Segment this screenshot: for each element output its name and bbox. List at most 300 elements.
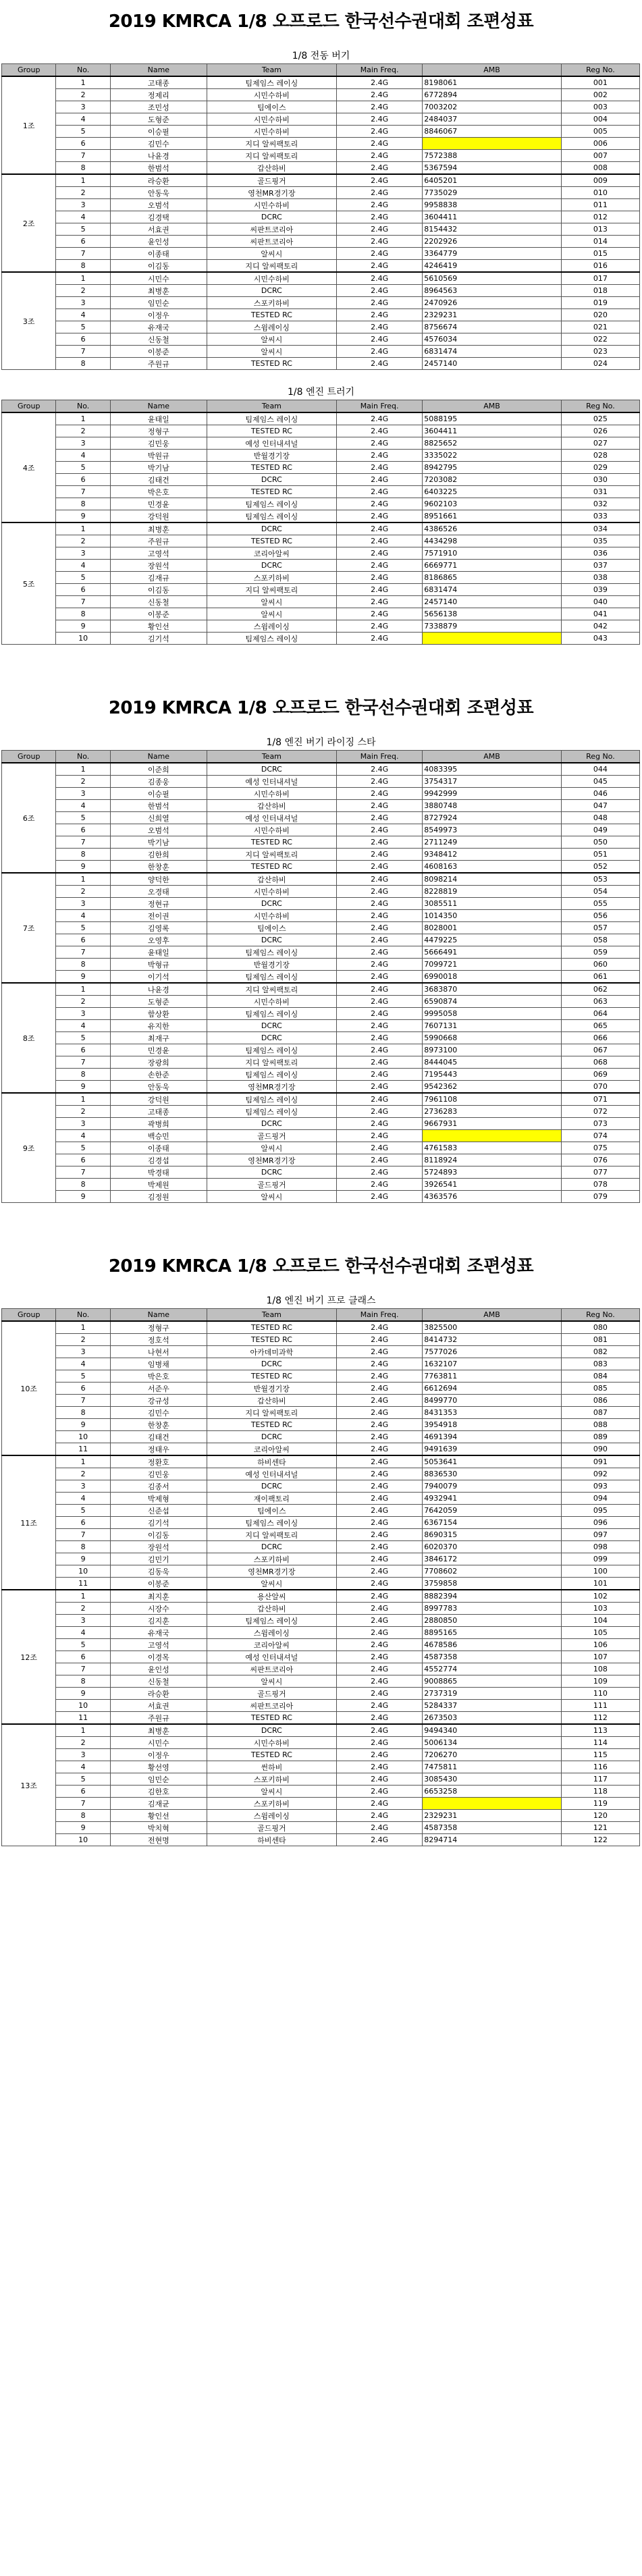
cell-reg: 071 [561,1093,639,1106]
cell-team: 스포키하비 [207,1553,336,1565]
cell-reg: 085 [561,1383,639,1395]
section-gap [0,1203,642,1245]
cell-amb: 6990018 [423,971,562,984]
cell-no: 9 [56,1822,110,1834]
cell-reg: 042 [561,620,639,633]
cell-team: 스포키하비 [207,1773,336,1786]
cell-freq: 2.4G [336,199,422,211]
cell-amb: 8228819 [423,886,562,898]
cell-amb: 9602103 [423,498,562,510]
cell-freq: 2.4G [336,1142,422,1154]
header-reg: Reg No. [561,64,639,77]
cell-freq: 2.4G [336,1724,422,1737]
cell-team: DCRC [207,1480,336,1493]
cell-freq: 2.4G [336,1761,422,1773]
cell-no: 6 [56,1651,110,1663]
cell-freq: 2.4G [336,1383,422,1395]
cell-reg: 050 [561,836,639,849]
cell-reg: 029 [561,462,639,474]
cell-team: DCRC [207,285,336,297]
cell-reg: 014 [561,236,639,248]
header-row [2,64,640,77]
cell-no: 8 [56,358,110,370]
cell-name: 정현규 [110,898,207,910]
section-title: 2019 KMRCA 1/8 오프로드 한국선수권대회 조편성표 [108,1256,534,1277]
cell-team: 시민수하비 [207,272,336,285]
cell-no: 5 [56,1032,110,1044]
cell-name: 김민수 [110,1407,207,1419]
cell-no: 3 [56,297,110,309]
cell-freq: 2.4G [336,800,422,812]
cell-no: 5 [56,922,110,934]
cell-no: 1 [56,522,110,535]
cell-no: 6 [56,1383,110,1395]
cell-no: 1 [56,1724,110,1737]
table-row [2,285,640,297]
cell-team: TESTED RC [207,861,336,874]
cell-team: 영천MR경기장 [207,1154,336,1166]
cell-freq: 2.4G [336,187,422,199]
cell-name: 한창훈 [110,1419,207,1431]
cell-team: 갑산하비 [207,1395,336,1407]
cell-name: 이봉준 [110,1578,207,1590]
cell-name: 김민기 [110,1553,207,1565]
cell-team: DCRC [207,1358,336,1370]
cell-reg: 052 [561,861,639,874]
cell-team: 스포키하비 [207,297,336,309]
cell-name: 함상환 [110,1008,207,1020]
cell-no: 11 [56,1712,110,1725]
cell-no: 7 [56,1663,110,1675]
cell-name: 장광희 [110,1056,207,1069]
cell-freq: 2.4G [336,1056,422,1069]
cell-name: 유재국 [110,321,207,333]
cell-amb: 4434298 [423,535,562,547]
table-row [2,1737,640,1749]
table-row [2,126,640,138]
cell-name: 정형구 [110,425,207,437]
cell-amb: 3604411 [423,425,562,437]
cell-no: 7 [56,946,110,959]
cell-reg: 010 [561,187,639,199]
cell-name: 오영후 [110,934,207,946]
cell-team: DCRC [207,898,336,910]
cell-no: 6 [56,1154,110,1166]
header-group: Group [2,400,56,413]
cell-no: 5 [56,1639,110,1651]
cell-team: 시민수하비 [207,996,336,1008]
cell-name: 고태종 [110,1106,207,1118]
cell-freq: 2.4G [336,1044,422,1056]
cell-freq: 2.4G [336,138,422,150]
cell-reg: 035 [561,535,639,547]
cell-amb: 3880748 [423,800,562,812]
cell-no: 4 [56,560,110,572]
cell-name: 박제형 [110,1493,207,1505]
group-label: 13조 [2,1724,56,1846]
cell-no: 7 [56,1395,110,1407]
cell-team: 아카데미과학 [207,1346,336,1358]
cell-team: 알씨시 [207,1191,336,1203]
cell-name: 한창훈 [110,861,207,874]
cell-name: 김종웅 [110,776,207,788]
class-title: 1/8 전동 버기 [292,51,350,61]
cell-name: 이김동 [110,1529,207,1541]
cell-name: 박형규 [110,959,207,971]
cell-freq: 2.4G [336,1166,422,1179]
cell-reg: 008 [561,162,639,175]
cell-freq: 2.4G [336,1565,422,1578]
cell-reg: 025 [561,412,639,425]
cell-name: 도형준 [110,996,207,1008]
cell-no: 4 [56,1130,110,1142]
cell-no: 11 [56,1578,110,1590]
cell-no: 6 [56,236,110,248]
table-row [2,437,640,450]
cell-name: 양덕한 [110,873,207,886]
cell-reg: 117 [561,1773,639,1786]
cell-team: 썬하비 [207,1761,336,1773]
cell-no: 3 [56,101,110,113]
cell-no: 7 [56,248,110,260]
cell-name: 김경섭 [110,1154,207,1166]
group-label: 6조 [2,763,56,873]
cell-no: 7 [56,596,110,608]
cell-amb: 2202926 [423,236,562,248]
cell-reg: 048 [561,812,639,824]
cell-team: 재이팩토리 [207,1493,336,1505]
cell-no: 4 [56,309,110,321]
cell-no: 1 [56,174,110,187]
table-row [2,1639,640,1651]
header-row [2,751,640,763]
cell-freq: 2.4G [336,1663,422,1675]
cell-team: 팀에이스 [207,922,336,934]
cell-team: 갑산하비 [207,162,336,175]
cell-amb: 8118924 [423,1154,562,1166]
cell-reg: 068 [561,1056,639,1069]
cell-reg: 101 [561,1578,639,1590]
cell-team: 알씨시 [207,346,336,358]
cell-freq: 2.4G [336,1032,422,1044]
cell-freq: 2.4G [336,1118,422,1130]
table-row [2,1505,640,1517]
cell-freq: 2.4G [336,498,422,510]
cell-freq: 2.4G [336,608,422,620]
table-row [2,983,640,996]
table-row [2,1130,640,1142]
cell-freq: 2.4G [336,788,422,800]
cell-freq: 2.4G [336,236,422,248]
cell-reg: 069 [561,1069,639,1081]
cell-team: 씨판트코리아 [207,236,336,248]
cell-reg: 094 [561,1493,639,1505]
cell-reg: 017 [561,272,639,285]
cell-amb: 7571910 [423,547,562,560]
cell-name: 손한준 [110,1069,207,1081]
cell-no: 2 [56,776,110,788]
cell-amb: 6772894 [423,89,562,101]
cell-team: 팀제임스 레이싱 [207,1069,336,1081]
cell-amb: 8499770 [423,1395,562,1407]
table-row [2,800,640,812]
cell-name: 임병채 [110,1358,207,1370]
cell-team: 팀제임스 레이싱 [207,971,336,984]
cell-team: 예성 인터내셔널 [207,812,336,824]
cell-no: 11 [56,1443,110,1456]
cell-name: 김기석 [110,633,207,645]
cell-reg: 087 [561,1407,639,1419]
cell-name: 고태종 [110,76,207,89]
cell-reg: 095 [561,1505,639,1517]
cell-amb: 2484037 [423,113,562,126]
cell-team: 영천MR경기장 [207,187,336,199]
cell-name: 박은호 [110,486,207,498]
cell-no: 10 [56,633,110,645]
cell-freq: 2.4G [336,1615,422,1627]
cell-name: 황인선 [110,620,207,633]
table-row [2,763,640,776]
table-row [2,1651,640,1663]
cell-name: 이승필 [110,788,207,800]
cell-amb: 4386526 [423,522,562,535]
cell-no: 4 [56,1358,110,1370]
cell-reg: 026 [561,425,639,437]
cell-team: TESTED RC [207,1419,336,1431]
cell-freq: 2.4G [336,1578,422,1590]
cell-no: 5 [56,1142,110,1154]
cell-amb: 8431353 [423,1407,562,1419]
cell-team: 영천MR경기장 [207,1565,336,1578]
cell-reg: 051 [561,849,639,861]
cell-name: 김재규 [110,572,207,584]
cell-reg: 115 [561,1749,639,1761]
table-row [2,1179,640,1191]
cell-name: 전현명 [110,1834,207,1846]
table-row [2,498,640,510]
header-freq: Main Freq. [336,751,422,763]
table-row [2,776,640,788]
cell-no: 9 [56,1419,110,1431]
cell-no: 9 [56,971,110,984]
header-freq: Main Freq. [336,400,422,413]
cell-amb: 8028001 [423,922,562,934]
cell-team: DCRC [207,1724,336,1737]
cell-reg: 043 [561,633,639,645]
cell-name: 김태건 [110,474,207,486]
cell-reg: 116 [561,1761,639,1773]
cell-freq: 2.4G [336,836,422,849]
cell-team: 팀제임스 레이싱 [207,510,336,523]
cell-name: 라승환 [110,174,207,187]
table-row [2,547,640,560]
cell-no: 3 [56,1615,110,1627]
table-row [2,223,640,236]
cell-name: 주원규 [110,1712,207,1725]
cell-reg: 004 [561,113,639,126]
cell-no: 3 [56,788,110,800]
table-row [2,873,640,886]
table-row [2,1615,640,1627]
cell-no: 4 [56,1493,110,1505]
table-row [2,849,640,861]
cell-team: 지디 알씨팩토리 [207,138,336,150]
cell-amb: 7940079 [423,1480,562,1493]
cell-freq: 2.4G [336,861,422,874]
cell-team: 씨판트코리아 [207,1663,336,1675]
cell-freq: 2.4G [336,1443,422,1456]
cell-no: 4 [56,910,110,922]
cell-freq: 2.4G [336,1395,422,1407]
cell-team: 골드핑거 [207,1822,336,1834]
cell-name: 유재국 [110,1627,207,1639]
table-row [2,1081,640,1094]
cell-team: 팀제임스 레이싱 [207,1008,336,1020]
cell-name: 서효권 [110,1700,207,1712]
cell-amb: 3846172 [423,1553,562,1565]
table-row [2,199,640,211]
cell-reg: 084 [561,1370,639,1383]
cell-amb: 7195443 [423,1069,562,1081]
cell-name: 강규성 [110,1395,207,1407]
cell-reg: 067 [561,1044,639,1056]
cell-reg: 037 [561,560,639,572]
cell-no: 5 [56,572,110,584]
table-row [2,1761,640,1773]
table-row [2,836,640,849]
cell-amb: 8198061 [423,76,562,89]
cell-team: TESTED RC [207,309,336,321]
table-row [2,486,640,498]
cell-no: 2 [56,1737,110,1749]
cell-amb: 6831474 [423,584,562,596]
cell-reg: 088 [561,1419,639,1431]
cell-team: 시민수하비 [207,910,336,922]
cell-name: 도형준 [110,113,207,126]
cell-team: 팀에이스 [207,1505,336,1517]
cell-freq: 2.4G [336,1541,422,1553]
cell-no: 3 [56,1008,110,1020]
cell-freq: 2.4G [336,898,422,910]
cell-reg: 038 [561,572,639,584]
cell-freq: 2.4G [336,1334,422,1346]
cell-team: 갑산하비 [207,1603,336,1615]
cell-team: TESTED RC [207,836,336,849]
cell-amb: 4479225 [423,934,562,946]
cell-amb: 3926541 [423,1179,562,1191]
cell-reg: 030 [561,474,639,486]
cell-amb: 7735029 [423,187,562,199]
cell-reg: 110 [561,1688,639,1700]
header-team: Team [207,1309,336,1322]
cell-team: DCRC [207,1541,336,1553]
cell-freq: 2.4G [336,922,422,934]
cell-freq: 2.4G [336,1553,422,1565]
cell-freq: 2.4G [336,474,422,486]
cell-freq: 2.4G [336,1505,422,1517]
cell-freq: 2.4G [336,983,422,996]
cell-name: 신동철 [110,333,207,346]
table-row [2,1810,640,1822]
cell-freq: 2.4G [336,522,422,535]
group-label: 10조 [2,1321,56,1455]
cell-reg: 078 [561,1179,639,1191]
header-no: No. [56,64,110,77]
cell-team: DCRC [207,1166,336,1179]
cell-name: 이봉준 [110,346,207,358]
cell-name: 안동욱 [110,187,207,199]
cell-amb: 7338879 [423,620,562,633]
cell-name: 신희열 [110,812,207,824]
table-row [2,1142,640,1154]
cell-reg: 006 [561,138,639,150]
cell-no: 1 [56,873,110,886]
cell-reg: 032 [561,498,639,510]
cell-team: 알씨시 [207,1675,336,1688]
cell-no: 1 [56,272,110,285]
table-row [2,1008,640,1020]
cell-name: 이종태 [110,1142,207,1154]
cell-amb: 8882394 [423,1590,562,1603]
table-row [2,1358,640,1370]
table-row [2,474,640,486]
cell-name: 윤태일 [110,412,207,425]
table-row [2,898,640,910]
cell-name: 윤인성 [110,1663,207,1675]
cell-amb [423,1130,562,1142]
cell-reg: 066 [561,1032,639,1044]
cell-freq: 2.4G [336,309,422,321]
cell-team: DCRC [207,1118,336,1130]
cell-amb: 3825500 [423,1321,562,1334]
cell-name: 김재균 [110,1798,207,1810]
cell-amb [423,633,562,645]
cell-amb: 5367594 [423,162,562,175]
table-row [2,1834,640,1846]
table-row [2,1712,640,1725]
cell-name: 한범석 [110,800,207,812]
cell-freq: 2.4G [336,1346,422,1358]
table-row [2,596,640,608]
cell-amb: 7763811 [423,1370,562,1383]
group-label: 1조 [2,76,56,174]
cell-team: 팀제임스 레이싱 [207,633,336,645]
group-label: 12조 [2,1590,56,1724]
cell-reg: 007 [561,150,639,162]
cell-amb: 8846067 [423,126,562,138]
cell-amb: 1632107 [423,1358,562,1370]
cell-no: 2 [56,1106,110,1118]
cell-name: 김영록 [110,922,207,934]
cell-no: 8 [56,498,110,510]
cell-freq: 2.4G [336,1786,422,1798]
cell-no: 9 [56,1553,110,1565]
cell-name: 황인선 [110,1810,207,1822]
cell-reg: 002 [561,89,639,101]
table-row [2,608,640,620]
header-group: Group [2,751,56,763]
cell-no: 9 [56,1081,110,1094]
group-label: 4조 [2,412,56,522]
table-row [2,1603,640,1615]
cell-reg: 120 [561,1810,639,1822]
cell-team: TESTED RC [207,358,336,370]
cell-team: 팀제임스 레이싱 [207,1044,336,1056]
cell-freq: 2.4G [336,358,422,370]
cell-team: 팀제임스 레이싱 [207,1615,336,1627]
cell-no: 2 [56,1468,110,1480]
cell-name: 이준희 [110,763,207,776]
